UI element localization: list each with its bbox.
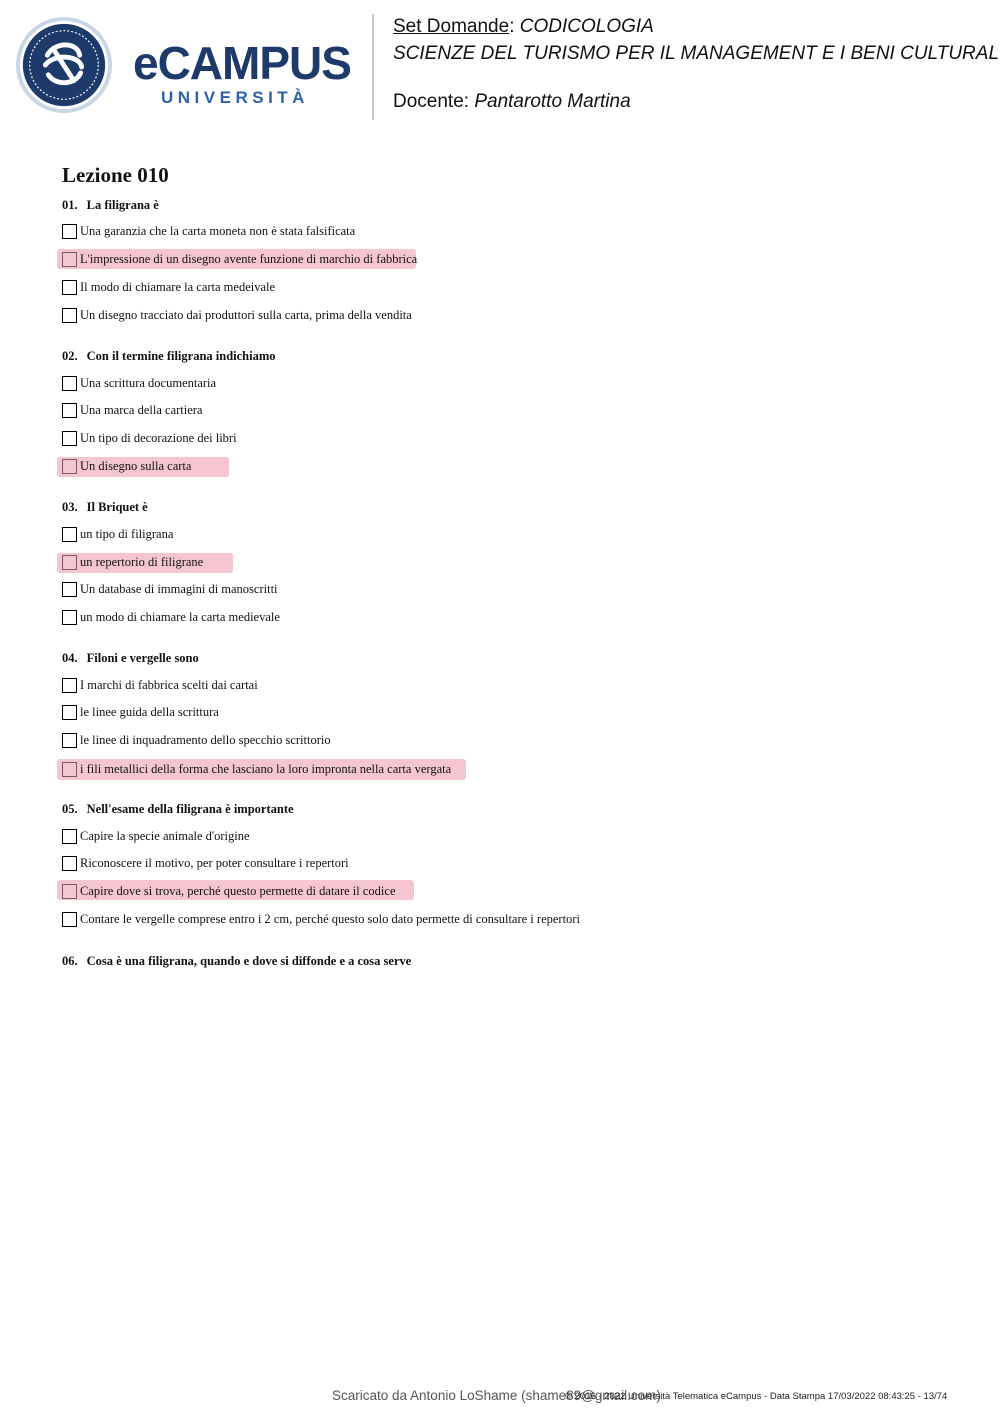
docente-line: Docente: Pantarotto Martina bbox=[393, 91, 631, 112]
question-text: Filoni e vergelle sono bbox=[86, 651, 199, 665]
answer-text: le linee guida della scrittura bbox=[80, 705, 219, 719]
question-number: 04. bbox=[62, 651, 78, 665]
question-number: 02. bbox=[62, 349, 78, 363]
checkbox[interactable] bbox=[62, 610, 77, 625]
question-text: Nell'esame della filigrana è importante bbox=[86, 802, 294, 816]
lesson-title: Lezione 010 bbox=[62, 163, 169, 187]
checkbox[interactable] bbox=[62, 582, 77, 597]
question-title bbox=[62, 349, 276, 364]
question-title bbox=[62, 954, 411, 969]
checkbox[interactable] bbox=[62, 762, 77, 777]
answer-text: Un tipo di decorazione dei libri bbox=[80, 431, 237, 445]
docente-label: Docente bbox=[393, 91, 464, 112]
checkbox[interactable] bbox=[62, 555, 77, 570]
question-number: 06. bbox=[62, 954, 78, 968]
question-text: La filigrana è bbox=[86, 198, 159, 212]
answer-text: Una marca della cartiera bbox=[80, 403, 203, 417]
answer-text: un modo di chiamare la carta medievale bbox=[80, 610, 280, 624]
question-title bbox=[62, 802, 294, 817]
page-header bbox=[0, 0, 1000, 130]
question-number: 03. bbox=[62, 500, 78, 514]
answer-text: Capire dove si trova, perché questo permette di datare il codice bbox=[80, 884, 396, 898]
answer-text: Una scrittura documentaria bbox=[80, 376, 217, 390]
checkbox[interactable] bbox=[62, 912, 77, 927]
question-text: Cosa è una filigrana, quando e dove si diffonde e a cosa serve bbox=[86, 954, 412, 968]
set-domande-value: CODICOLOGIA bbox=[519, 16, 654, 37]
checkbox[interactable] bbox=[62, 705, 77, 720]
checkbox[interactable] bbox=[62, 678, 77, 693]
checkbox[interactable] bbox=[62, 376, 77, 391]
answer-text: i fili metallici della forma che lasciano la loro impronta nella carta vergata bbox=[80, 762, 452, 776]
copyright-footer: © 2016 - 2022 Università Telematica eCampus - Data Stampa 17/03/2022 08:43:25 - 13/74 bbox=[565, 1391, 948, 1402]
checkbox[interactable] bbox=[62, 403, 77, 418]
answer-text: Riconoscere il motivo, per poter consultare i repertori bbox=[80, 856, 349, 870]
download-notice: Scaricato da Antonio LoShame (shame89@gmail.com) bbox=[332, 1388, 661, 1403]
checkbox[interactable] bbox=[62, 308, 77, 323]
answer-text: I marchi di fabbrica scelti dai cartai bbox=[80, 678, 258, 692]
question-title bbox=[62, 500, 148, 515]
checkbox[interactable] bbox=[62, 527, 77, 542]
set-domande-label: Set Domande bbox=[393, 16, 510, 37]
docente-value: Pantarotto Martina bbox=[474, 91, 631, 112]
checkbox[interactable] bbox=[62, 733, 77, 748]
checkbox[interactable] bbox=[62, 856, 77, 871]
answer-text: un repertorio di filigrane bbox=[80, 555, 204, 569]
answer-text: Il modo di chiamare la carta medeivale bbox=[80, 280, 276, 294]
answer-text: Una garanzia che la carta moneta non è stata falsificata bbox=[80, 224, 356, 238]
question-text: Il Briquet è bbox=[86, 500, 148, 514]
answer-text: Capire la specie animale d'origine bbox=[80, 829, 250, 843]
ecampus-logo-subtitle: UNIVERSITÀ bbox=[161, 88, 309, 107]
checkbox[interactable] bbox=[62, 884, 77, 899]
course-name bbox=[393, 44, 999, 63]
checkbox[interactable] bbox=[62, 431, 77, 446]
answer-text: L'impressione di un disegno avente funzione di marchio di fabbrica bbox=[80, 252, 418, 266]
course-name-text: SCIENZE DEL TURISMO PER IL MANAGEMENT E I BENI CULTURAL bbox=[393, 43, 1000, 64]
question-text: Con il termine filigrana indichiamo bbox=[86, 349, 276, 363]
checkbox[interactable] bbox=[62, 459, 77, 474]
question-title bbox=[62, 651, 199, 666]
answer-text: un tipo di filigrana bbox=[80, 527, 174, 541]
answer-text: Un disegno tracciato dai produttori sulla carta, prima della vendita bbox=[80, 308, 412, 322]
set-domande-line: Set Domande: CODICOLOGIA bbox=[393, 16, 654, 37]
checkbox[interactable] bbox=[62, 829, 77, 844]
answer-text: le linee di inquadramento dello specchio scrittorio bbox=[80, 733, 331, 747]
checkbox[interactable] bbox=[62, 252, 77, 267]
answer-text: Contare le vergelle comprese entro i 2 cm, perché questo solo dato permette di consultare i repertori bbox=[80, 912, 580, 926]
ecampus-emblem-icon bbox=[15, 16, 113, 114]
question-number: 01. bbox=[62, 198, 78, 212]
ecampus-logo-wordmark: eCAMPUS bbox=[133, 37, 351, 89]
checkbox[interactable] bbox=[62, 224, 77, 239]
checkbox[interactable] bbox=[62, 280, 77, 295]
answer-text: Un database di immagini di manoscritti bbox=[80, 582, 278, 596]
question-number: 05. bbox=[62, 802, 78, 816]
question-title bbox=[62, 198, 159, 213]
answer-text: Un disegno sulla carta bbox=[80, 459, 192, 473]
header-divider bbox=[372, 14, 374, 120]
